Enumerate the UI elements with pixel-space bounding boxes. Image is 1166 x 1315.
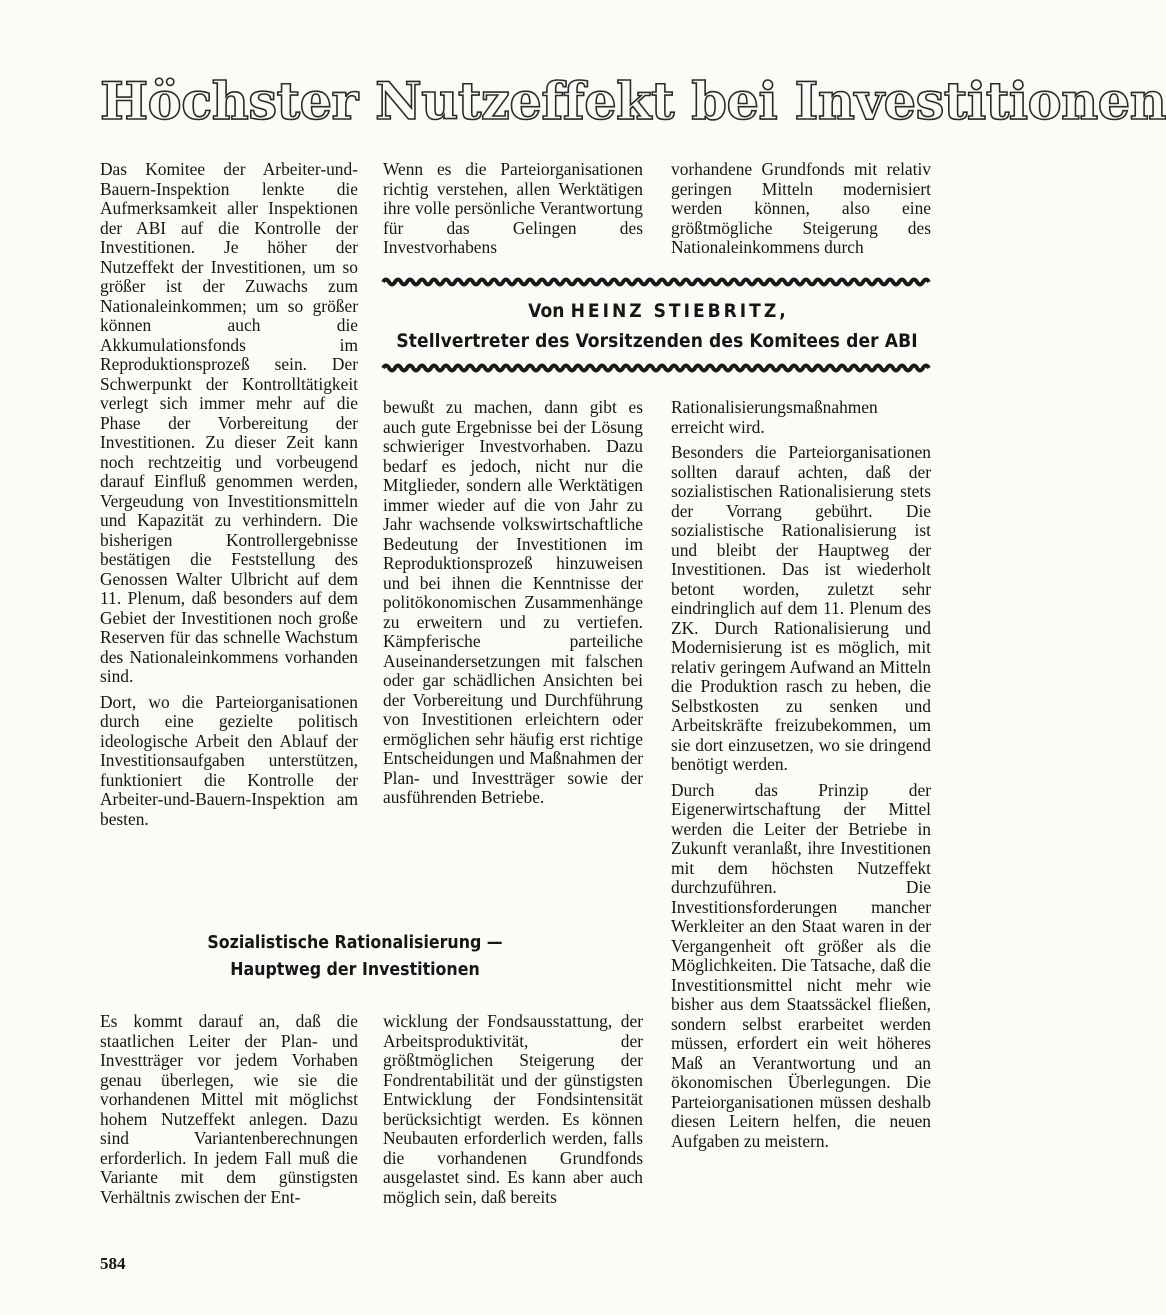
- column-right-mid: [671, 398, 931, 1157]
- column-middle-mid: [383, 398, 643, 814]
- wavy-rule-top: [383, 276, 931, 288]
- column-middle-top: [383, 160, 643, 264]
- paragraph-komitee: Das Komitee der Arbeiter-und-Bauern-Inspektion lenkte die Aufmerksamkeit aller Inspektionen der ABI auf die Kontrolle der Investitionen. Je höher der Nutzeffekt der Investitionen, um so größer ist der Zuwachs zum Nationaleinkommen; um so größer können auch die Akkumulationsfonds im Reproduktionsprozeß sein. Der Schwerpunkt der Kontrolltätigkeit verlegt sich immer mehr auf die Phase der Vorbereitung der Investitionen. Zu dieser Zeit kann noch rechtzeitig und vorbeugend darauf Einfluß genommen werden, Vergeudung von Investitionsmitteln und Kapazität zu verhindern. Die bisherigen Kontrollergebnisse bestätigen die Feststellung des Genossen Walter Ulbricht auf dem 11. Plenum, daß besonders auf dem Gebiet der Investitionen noch große Reserven für das schnelle Wachstum des Nationaleinkommens vorhanden sind.: [100, 159, 358, 686]
- byline-prefix: Von: [528, 300, 571, 322]
- paragraph-besonders: Besonders die Parteiorganisationen sollten darauf achten, daß der sozialistischen Rationalisierung stets der Vorrang gebührt. Die sozialistische Rationalisierung ist und bleibt der Hauptweg der Investitionen. Das ist wiederholt betont worden, zuletzt sehr eindringlich auf dem 11. Plenum des ZK. Durch Rationalisierung und Modernisierung ist es möglich, mit relativ geringem Aufwand an Mitteln die Produktion rasch zu heben, die Selbstkosten zu senken und Arbeitskräfte freizubekommen, um sie dort einzusetzen, wo sie dringend benötigt werden.: [671, 442, 931, 774]
- page-number: 584: [100, 1254, 126, 1273]
- section-heading-line-2: Hauptweg der Investitionen: [230, 960, 480, 980]
- paragraph-fondsausstattung: wicklung der Fondsausstattung, der Arbeitsproduktivität, der größtmöglichen Steigerung der Fondrentabilität und der günstigsten Entwicklung der Fondsintensität berücksichtigt werden. Es können Neubauten erforderlich werden, falls die vorhandenen Grundfonds ausgelastet sind. Es kann aber auch möglich sein, daß bereits: [383, 1011, 643, 1207]
- article-title: Höchster Nutzeffekt bei Investitionen: [100, 72, 1166, 132]
- author-role: Stellvertreter des Vorsitzenden des Komitees der ABI: [396, 330, 918, 352]
- paragraph-parteiorganisationen: Dort, wo die Parteiorganisationen durch eine gezielte politisch ideologische Arbeit den Ablauf der Investitionsaufgaben unterstützen, funktioniert die Kontrolle der Arbeiter-und-Bauern-Inspektion am besten.: [100, 691, 358, 829]
- paragraph-grundfonds: vorhandene Grundfonds mit relativ geringen Mitteln modernisiert werden können, also eine größtmögliche Steigerung des Nationaleinkommens durch: [671, 159, 931, 257]
- paragraph-wenn: Wenn es die Parteiorganisationen richtig verstehen, allen Werktätigen ihre volle persönliche Verantwortung für das Gelingen des Investvorhabens: [383, 159, 643, 257]
- wavy-rule-bottom: [383, 362, 931, 374]
- paragraph-eigenerwirtschaftung: Durch das Prinzip der Eigenerwirtschaftung der Mittel werden die Leiter der Betriebe in Zukunft veranlaßt, ihre Investitionen mit dem höchsten Nutzeffekt durchzuführen. Die Investitionsforderungen mancher Werkleiter an den Staat waren in der Vergangenheit oft größer als die Möglichkeiten. Die Tatsache, daß die Investitionsmittel nicht mehr wie bisher aus dem Staatssäckel fließen, sondern selbst erarbeitet werden müssen, erfordert ein weit höheres Maß an Verantwortung und an ökonomischen Überlegungen. Die Parteiorganisationen müssen deshalb diesen Leitern helfen, die neuen Aufgaben zu meistern.: [671, 779, 931, 1151]
- author-byline: [383, 296, 931, 356]
- paragraph-rationalisierungsmassnahmen: Rationalisierungsmaßnahmen erreicht wird.: [671, 397, 878, 437]
- column-right-top: [671, 160, 931, 264]
- paragraph-es-kommt: Es kommt darauf an, daß die staatlichen Leiter der Plan- und Investträger vor jedem Vorhaben genau überlegen, wie sie die vorhandenen Mittel mit möglichst hohem Nutzeffekt anlegen. Dazu sind Variantenberechnungen erforderlich. In jedem Fall muß die Variante mit dem günstigsten Verhältnis zwischen der Ent-: [100, 1011, 358, 1207]
- paragraph-bewusst: bewußt zu machen, dann gibt es auch gute Ergebnisse bei der Lösung schwieriger Investvorhaben. Dazu bedarf es jedoch, nicht nur die Mitglieder, sondern alle Werktätigen immer wieder auf die von Jahr zu Jahr wachsende volkswirtschaftliche Bedeutung der Investitionen im Reproduktionsprozeß hinzuweisen und bei ihnen die Kenntnisse der politökonomischen Zusammenhänge zu erweitern und zu vertiefen. Kämpferische parteiliche Auseinandersetzungen mit falschen oder gar schädlichen Ansichten bei der Vorbereitung und Durchführung von Investitionen erleichtern oder ermöglichen sehr häufig erst richtige Entscheidungen und Maßnahmen der Plan- und Investträger sowie der ausführenden Betriebe.: [383, 397, 643, 807]
- section-heading-line-1: Sozialistische Rationalisierung —: [207, 933, 503, 953]
- column-left-bottom: [100, 1012, 358, 1213]
- section-heading: [150, 930, 560, 984]
- author-name-line: [383, 296, 931, 326]
- byline-suffix: ,: [779, 300, 786, 322]
- author-name: HEINZ STIEBRITZ: [570, 300, 780, 322]
- column-middle-bottom: [383, 1012, 643, 1213]
- column-left-top: [100, 160, 358, 835]
